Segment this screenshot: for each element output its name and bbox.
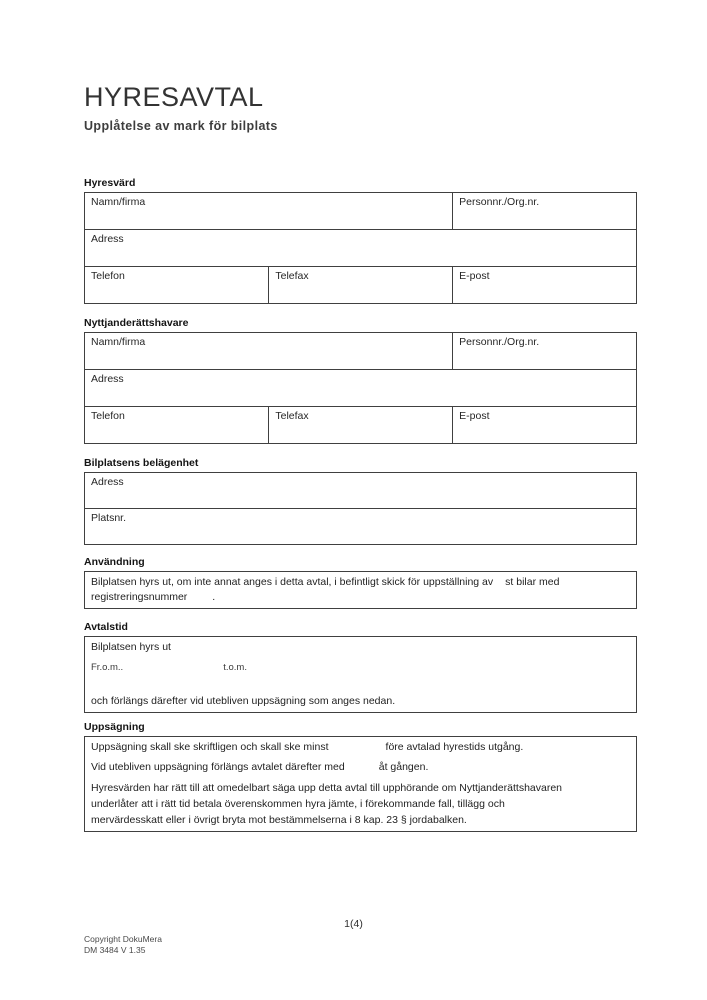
term-table (84, 636, 637, 713)
termination-line2-tail: åt gången. (378, 761, 429, 773)
tenant-phone-label: Telefon (91, 410, 125, 422)
section-label-location: Bilplatsens belägenhet (84, 457, 199, 469)
term-line3: och förlängs därefter vid utebliven uppsägning som anges nedan. (91, 695, 396, 707)
termination-para-line3: mervärdesskatt eller i övrigt bryta mot bestämmelserna i 8 kap. 23 § jordabalken. (91, 814, 467, 826)
termination-table (84, 736, 637, 832)
page-title: HYRESAVTAL (84, 82, 264, 112)
page-subtitle: Upplåtelse av mark för bilplats (84, 119, 278, 133)
usage-table (84, 571, 637, 609)
tenant-email-label: E-post (459, 410, 490, 422)
usage-line1 (91, 575, 634, 590)
term-from-label: Fr.o.m.. (91, 662, 124, 673)
section-location (84, 457, 637, 545)
usage-line1-tail: st bilar med (505, 576, 560, 588)
termination-para-line1: Hyresvärden har rätt till att omedelbart säga upp detta avtal till upphörande om Nyttjanderättshavaren (91, 782, 563, 794)
location-address-label: Adress (91, 476, 124, 488)
landlord-orgnr-cell[interactable] (453, 193, 637, 230)
termination-line2 (91, 760, 634, 775)
tenant-orgnr-label: Personnr./Org.nr. (459, 336, 540, 348)
tenant-fax-label: Telefax (275, 410, 309, 422)
term-fromto-line (91, 662, 634, 674)
usage-line2-text: registreringsnummer (91, 591, 188, 603)
landlord-email-cell[interactable] (453, 267, 637, 304)
section-label-termination: Uppsägning (84, 721, 145, 733)
location-spotnr-cell[interactable] (85, 509, 637, 545)
page-number: 1(4) (344, 918, 363, 930)
location-spotnr-label: Platsnr. (91, 512, 127, 524)
section-label-term: Avtalstid (84, 621, 128, 633)
termination-line2-text: Vid utebliven uppsägning förlängs avtalet därefter med (91, 761, 345, 773)
tenant-orgnr-cell[interactable] (453, 333, 637, 370)
section-usage (84, 556, 637, 609)
tenant-name-label: Namn/firma (91, 336, 146, 348)
landlord-table (84, 192, 637, 304)
tenant-fax-cell[interactable] (269, 407, 453, 444)
termination-line1 (91, 740, 634, 755)
landlord-fax-cell[interactable] (269, 267, 453, 304)
section-label-usage: Användning (84, 556, 145, 568)
usage-line1-text: Bilplatsen hyrs ut, om inte annat anges i detta avtal, i befintligt skick för uppställning av (91, 576, 494, 588)
termination-cell[interactable] (85, 737, 637, 832)
tenant-table (84, 332, 637, 444)
landlord-name-cell[interactable] (85, 193, 453, 230)
section-term (84, 621, 637, 713)
tenant-address-cell[interactable] (85, 370, 637, 407)
landlord-address-cell[interactable] (85, 230, 637, 267)
landlord-orgnr-label: Personnr./Org.nr. (459, 196, 540, 208)
usage-line2 (91, 590, 634, 605)
tenant-name-cell[interactable] (85, 333, 453, 370)
landlord-fax-label: Telefax (275, 270, 309, 282)
copyright-line: Copyright DokuMera (84, 934, 162, 944)
term-line1: Bilplatsen hyrs ut (91, 641, 171, 653)
tenant-email-cell[interactable] (453, 407, 637, 444)
tenant-address-label: Adress (91, 373, 124, 385)
section-termination (84, 721, 637, 832)
footer-copyright (84, 934, 162, 955)
landlord-phone-label: Telefon (91, 270, 125, 282)
termination-line1-tail: före avtalad hyrestids utgång. (385, 741, 524, 753)
landlord-name-label: Namn/firma (91, 196, 146, 208)
term-to-label: t.o.m. (223, 662, 247, 673)
section-label-tenant: Nyttjanderättshavare (84, 317, 189, 329)
location-table (84, 472, 637, 545)
section-landlord (84, 177, 637, 304)
section-label-landlord: Hyresvärd (84, 177, 136, 189)
tenant-phone-cell[interactable] (85, 407, 269, 444)
landlord-phone-cell[interactable] (85, 267, 269, 304)
landlord-address-label: Adress (91, 233, 124, 245)
termination-line1-text: Uppsägning skall ske skriftligen och skall ske minst (91, 741, 329, 753)
location-address-cell[interactable] (85, 473, 637, 509)
term-cell[interactable] (85, 637, 637, 713)
termination-para-line2: underlåter att i rätt tid betala överenskommen hyra jämte, i förekommande fall, tillägg och (91, 798, 505, 810)
landlord-email-label: E-post (459, 270, 490, 282)
usage-cell[interactable] (85, 572, 637, 609)
section-tenant (84, 317, 637, 444)
usage-line2-tail: . (212, 591, 216, 603)
version-line: DM 3484 V 1.35 (84, 944, 146, 955)
